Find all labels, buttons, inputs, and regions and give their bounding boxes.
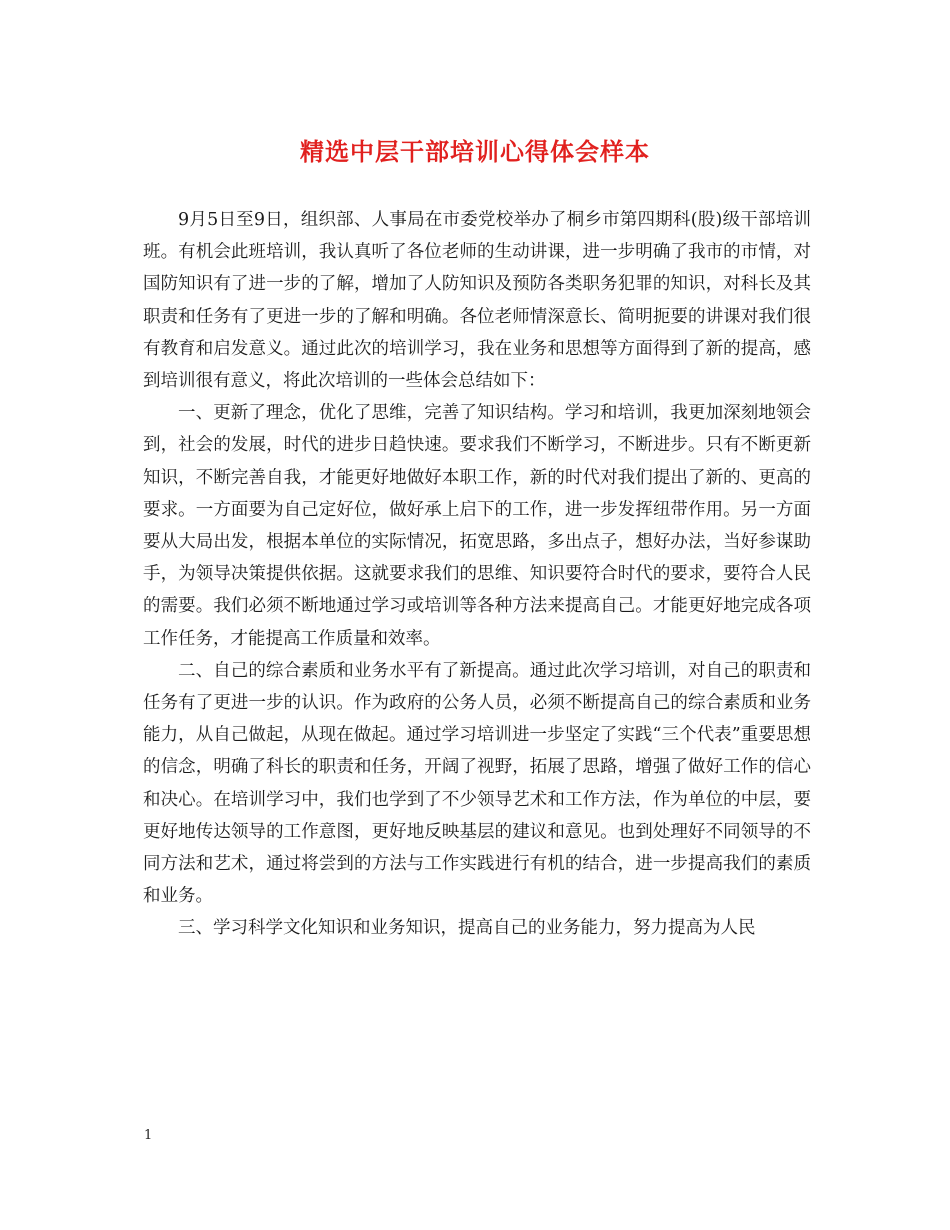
paragraph-point-one: 一、更新了理念，优化了思维，完善了知识结构。学习和培训，我更加深刻地领会到，社会的发展，时代的进步日趋快速。要求我们不断学习，不断进步。只有不断更新知识，不断完善自我，才能更好地做好本职工作，新的时代对我们提出了新的、更高的要求。一方面要为自己定好位，做好承上启下的工作，进一步发挥纽带作用。另一方面要从大局出发，根据本单位的实际情况，拓宽思路，多出点子，想好办法，当好参谋助手，为领导决策提供依据。这就要求我们的思维、知识要符合时代的要求，要符合人民的需要。我们必须不断地通过学习或培训等各种方法来提高自己。才能更好地完成各项工作任务，才能提高工作质量和效率。 [143,403,811,649]
page-number: 1 [144,1128,153,1143]
document-body [143,204,811,945]
paragraph-point-three: 三、学习科学文化知识和业务知识，提高自己的业务能力，努力提高为人民 [178,918,756,939]
paragraph-point-two: 二、自己的综合素质和业务水平有了新提高。通过此次学习培训，对自己的职责和任务有了更进一步的认识。作为政府的公务人员，必须不断提高自己的综合素质和业务能力，从自己做起，从现在做起。通过学习培训进一步坚定了实践“三个代表”重要思想的信念，明确了科长的职责和任务，开阔了视野，拓展了思路，增强了做好工作的信心和决心。在培训学习中，我们也学到了不少领导艺术和工作方法，作为单位的中层，要更好地传达领导的工作意图，更好地反映基层的建议和意见。也到处理好不同领导的不同方法和艺术，通过将尝到的方法与工作实践进行有机的结合，进一步提高我们的素质和业务。 [143,660,811,907]
paragraph-intro: 9月5日至9日，组织部、人事局在市委党校举办了桐乡市第四期科(股)级干部培训班。有机会此班培训，我认真听了各位老师的生动讲课，进一步明确了我市的市情，对国防知识有了进一步的了解，增加了人防知识及预防各类职务犯罪的知识，对科长及其职责和任务有了更进一步的了解和明确。各位老师情深意长、简明扼要的讲课对我们很有教育和启发意义。通过此次的培训学习，我在业务和思想等方面得到了新的提高，感到培训很有意义，将此次培训的一些体会总结如下： [143,210,811,392]
document-title: 精选中层干部培训心得体会样本 [300,137,650,166]
